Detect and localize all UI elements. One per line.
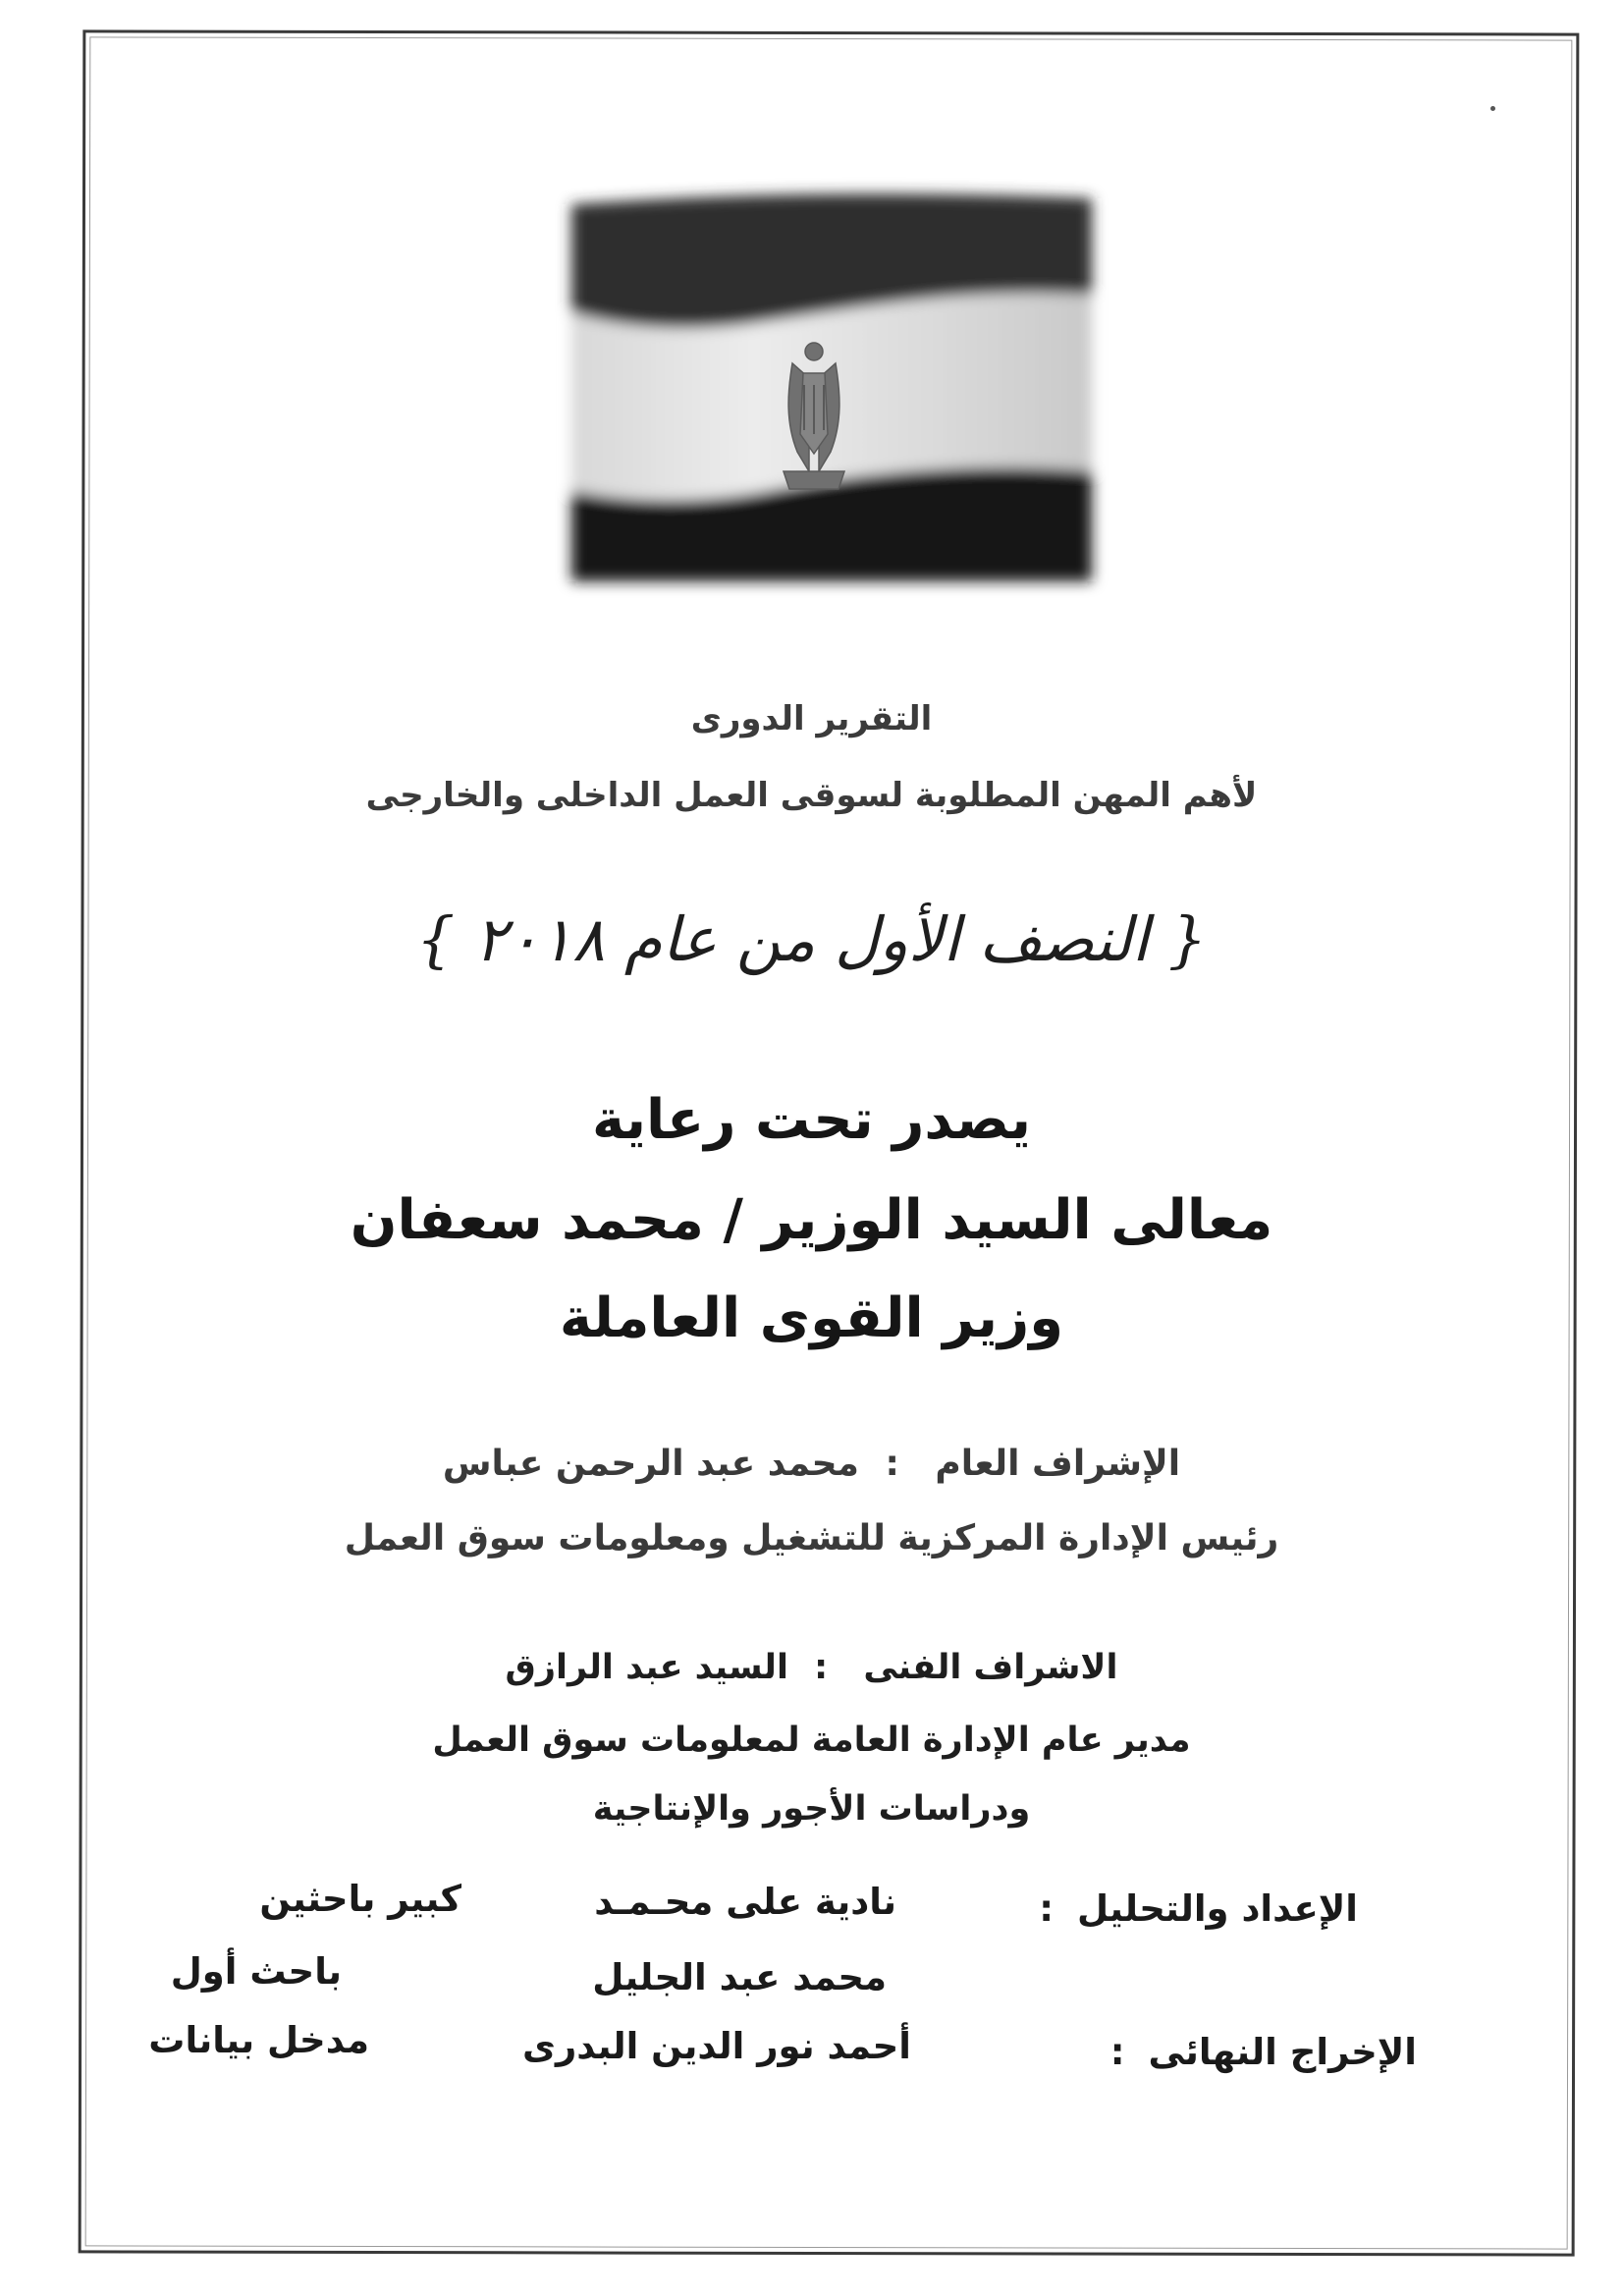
credit-role-1: كبير باحثين — [259, 1878, 461, 1920]
egypt-flag-image — [552, 177, 1111, 609]
minister-title: وزير القوى العاملة — [559, 1286, 1064, 1350]
credit-name-3: أحمد نور الدين البدرى — [522, 2025, 911, 2067]
report-subtitle: لأهم المهن المطلوبة لسوقى العمل الداخلى والخارجى — [365, 776, 1258, 815]
final-production-label — [1110, 2031, 1417, 2073]
technical-supervision-label: الاشراف الفنى — [863, 1648, 1118, 1687]
general-supervision-separator: : — [885, 1444, 899, 1484]
patronage-intro: يصدر تحت رعاية — [592, 1088, 1031, 1152]
technical-supervision — [0, 1648, 1623, 1687]
report-title: التقرير الدورى — [690, 699, 933, 738]
general-supervision-title: رئيس الإدارة المركزية للتشغيل ومعلومات سوق العمل — [344, 1518, 1279, 1558]
credit-name-1: نادية على محـمـد — [594, 1881, 896, 1923]
technical-supervision-separator: : — [814, 1648, 829, 1687]
general-supervision — [0, 1444, 1623, 1484]
preparation-separator: : — [1039, 1887, 1054, 1930]
scan-speck — [1490, 106, 1495, 111]
final-production-separator: : — [1109, 2031, 1125, 2073]
report-period: { النصف الأول من عام ٢٠١٨ } — [415, 903, 1208, 975]
minister-name: معالى السيد الوزير / محمد سعفان — [350, 1188, 1273, 1252]
technical-supervision-title-2: ودراسات الأجور والإنتاجية — [592, 1789, 1031, 1829]
credit-name-2: محمد عبد الجليل — [592, 1956, 887, 1998]
general-supervision-name: محمد عبد الرحمن عباس — [442, 1444, 859, 1484]
credit-role-3: مدخل بيانات — [148, 2019, 369, 2061]
preparation-label — [1039, 1887, 1358, 1930]
technical-supervision-title-1: مدير عام الإدارة العامة لمعلومات سوق العمل — [432, 1721, 1191, 1760]
general-supervision-label: الإشراف العام — [935, 1444, 1181, 1484]
technical-supervision-name: السيد عبد الرازق — [505, 1648, 788, 1687]
egypt-flag-eagle-icon — [552, 177, 1111, 609]
final-production-label-text: الإخراج النهائى — [1148, 2031, 1417, 2073]
preparation-label-text: الإعداد والتحليل — [1076, 1887, 1358, 1930]
credit-role-2: باحث أول — [170, 1950, 342, 1993]
